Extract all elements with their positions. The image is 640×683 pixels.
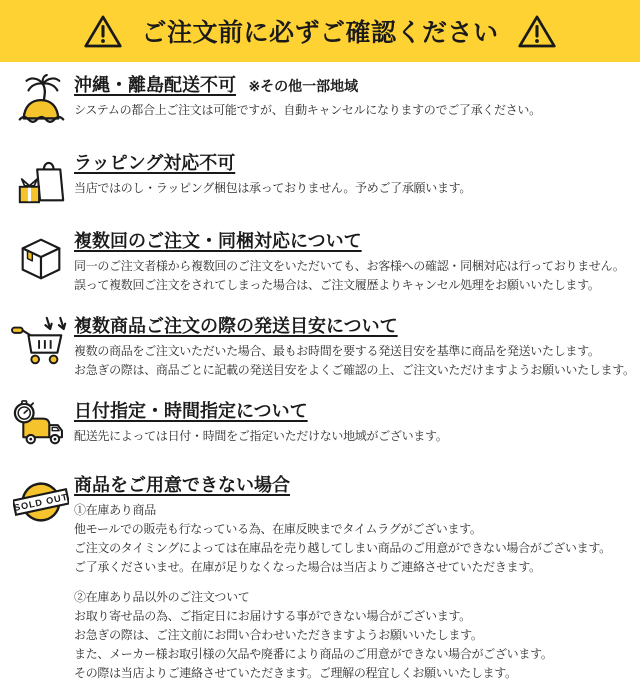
section-title-row <box>74 229 640 255</box>
section-out-of-stock <box>0 473 640 683</box>
sold-out-stamp-icon <box>0 473 74 683</box>
warning-triangle-icon <box>83 13 123 50</box>
section-title: 日付指定・時間指定について <box>74 401 308 421</box>
subsection-heading: ②在庫あり品以外のご注文ついて <box>74 590 250 604</box>
section-body-line: 他モールでの販売も行なっている為、在庫反映までタイムラグがございます。 <box>74 522 482 536</box>
section-title-row <box>74 73 640 99</box>
section-title: ラッピング対応不可 <box>74 153 236 173</box>
section-body-line: 誤って複数回ご注文をされてしまった場合は、ご注文履歴よりキャンセル処理をお願いいたします。 <box>74 278 600 292</box>
section-okinawa-shipping <box>0 73 640 132</box>
section-body-line: その際は当店よりご連絡させていただきます。ご理解の程宜しくお願いいたします。 <box>74 666 517 680</box>
section-body-line: また、メーカー様お取引様の欠品や廃番により商品のご用意ができない場合がございます。 <box>74 647 553 661</box>
section-body-line: お取り寄せ品の為、ご指定日にお届けする事ができない場合がございます。 <box>74 609 471 623</box>
sold-out-label: SOLD OUT <box>13 491 69 513</box>
section-date-time <box>0 399 640 454</box>
section-body-line: ご注文のタイミングによっては在庫品を売り越してしまい商品のご用意ができない場合がございます。 <box>74 541 611 555</box>
section-title-row <box>74 473 640 499</box>
package-box-icon <box>0 229 74 295</box>
section-title: 複数回のご注文・同梱対応について <box>74 231 362 251</box>
section-body-line: 配送先によっては日付・時間をご指定いただけない地域がございます。 <box>74 429 448 443</box>
section-body-line: お急ぎの際は、ご注文前にお問い合わせいただきますようお願いいたします。 <box>74 628 483 642</box>
notice-sections <box>0 62 640 683</box>
section-body-line: お急ぎの際は、商品ごとに記載の発送目安をよくご確認の上、ご注文いただけますようお願いいたします。 <box>74 363 635 377</box>
shopping-cart-icon <box>0 314 74 380</box>
section-title-row <box>74 151 640 177</box>
section-title-note: ※その他一部地域 <box>248 78 359 94</box>
palm-island-icon <box>0 73 74 132</box>
notice-header <box>0 0 640 62</box>
section-body-line: 当店ではのし・ラッピング梱包は承っておりません。予めご了承願います。 <box>74 181 472 195</box>
section-body-line: 複数の商品をご注文いただいた場合、最もお時間を要する発送目安を基準に商品を発送いたします。 <box>74 344 600 358</box>
section-body-line: 同一のご注文者様から複数回のご注文をいただいても、お客様への確認・同梱対応は行っておりません。 <box>74 259 625 273</box>
subsection-backorder <box>74 588 640 683</box>
section-no-wrapping <box>0 151 640 210</box>
section-multiple-orders <box>0 229 640 295</box>
warning-triangle-icon <box>517 13 557 50</box>
section-body-line: ご了承くださいませ。在庫が足りなくなった場合は当店よりご連絡させていただきます。 <box>74 560 541 574</box>
section-title-row <box>74 314 640 340</box>
page-title: ご注文前に必ずご確認ください <box>141 19 499 47</box>
delivery-truck-clock-icon <box>0 399 74 454</box>
section-body-line: システムの都合上ご注文は可能ですが、自動キャンセルになりますのでご了承ください。 <box>74 103 541 117</box>
gift-bag-icon <box>0 151 74 210</box>
subsection-heading: ①在庫あり商品 <box>74 503 156 517</box>
section-title: 複数商品ご注文の際の発送目安について <box>74 316 398 336</box>
section-title-row <box>74 399 640 425</box>
section-shipping-estimate <box>0 314 640 380</box>
section-title: 沖縄・離島配送不可 <box>74 75 236 95</box>
section-title: 商品をご用意できない場合 <box>74 475 290 495</box>
subsection-in-stock <box>74 501 640 577</box>
